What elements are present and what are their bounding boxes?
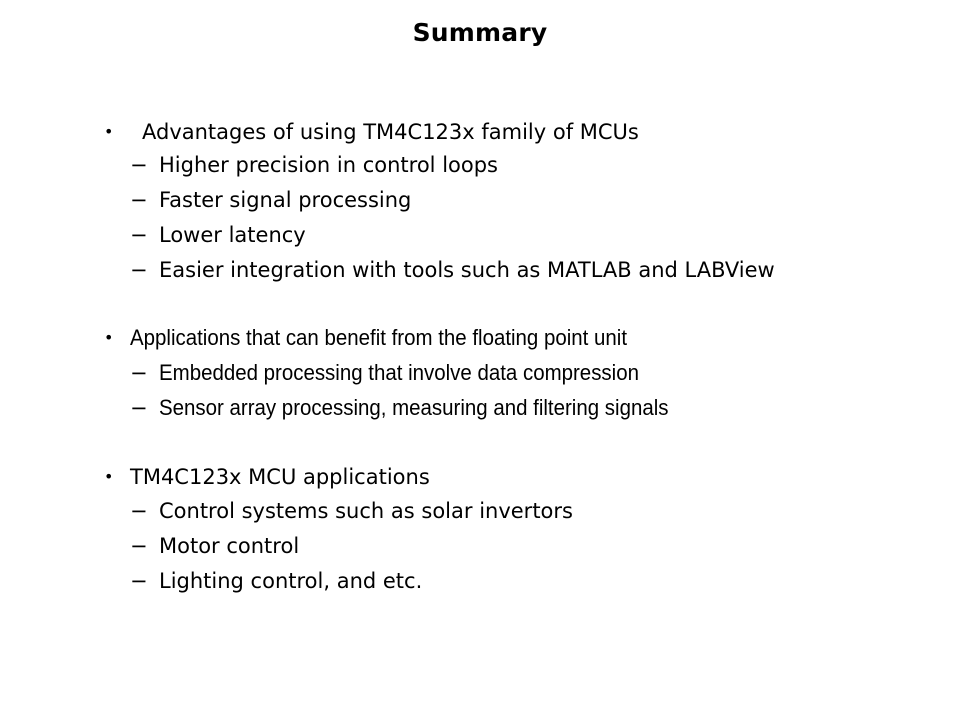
list-item-text: Lower latency (159, 223, 306, 247)
list-item-text: Easier integration with tools such as MATLAB and LABView (159, 258, 775, 282)
dash-icon: − (130, 569, 148, 593)
list-item-text: Sensor array processing, measuring and filtering signals (159, 395, 669, 420)
dash-icon: − (130, 361, 148, 385)
dash-icon: − (130, 499, 148, 523)
section-heading: Advantages of using TM4C123x family of MCUs (142, 120, 639, 144)
bullet-icon: • (104, 467, 114, 486)
list-item-text: Motor control (159, 534, 300, 558)
dash-icon: − (130, 396, 148, 420)
list-item-text: Faster signal processing (159, 188, 412, 212)
slide-title: Summary (412, 18, 548, 47)
list-item-text: Higher precision in control loops (159, 153, 498, 177)
bullet-icon: • (104, 122, 114, 141)
dash-icon: − (130, 188, 148, 212)
bullet-icon: • (104, 328, 114, 347)
dash-icon: − (130, 534, 148, 558)
section-heading: Applications that can benefit from the floating point unit (130, 325, 628, 350)
dash-icon: − (130, 153, 148, 177)
list-item-text: Lighting control, and etc. (159, 569, 423, 593)
dash-icon: − (130, 223, 148, 247)
list-item-text: Embedded processing that involve data compression (159, 360, 639, 385)
list-item-text: Control systems such as solar invertors (159, 499, 573, 523)
section-heading: TM4C123x MCU applications (130, 465, 430, 489)
dash-icon: − (130, 258, 148, 282)
